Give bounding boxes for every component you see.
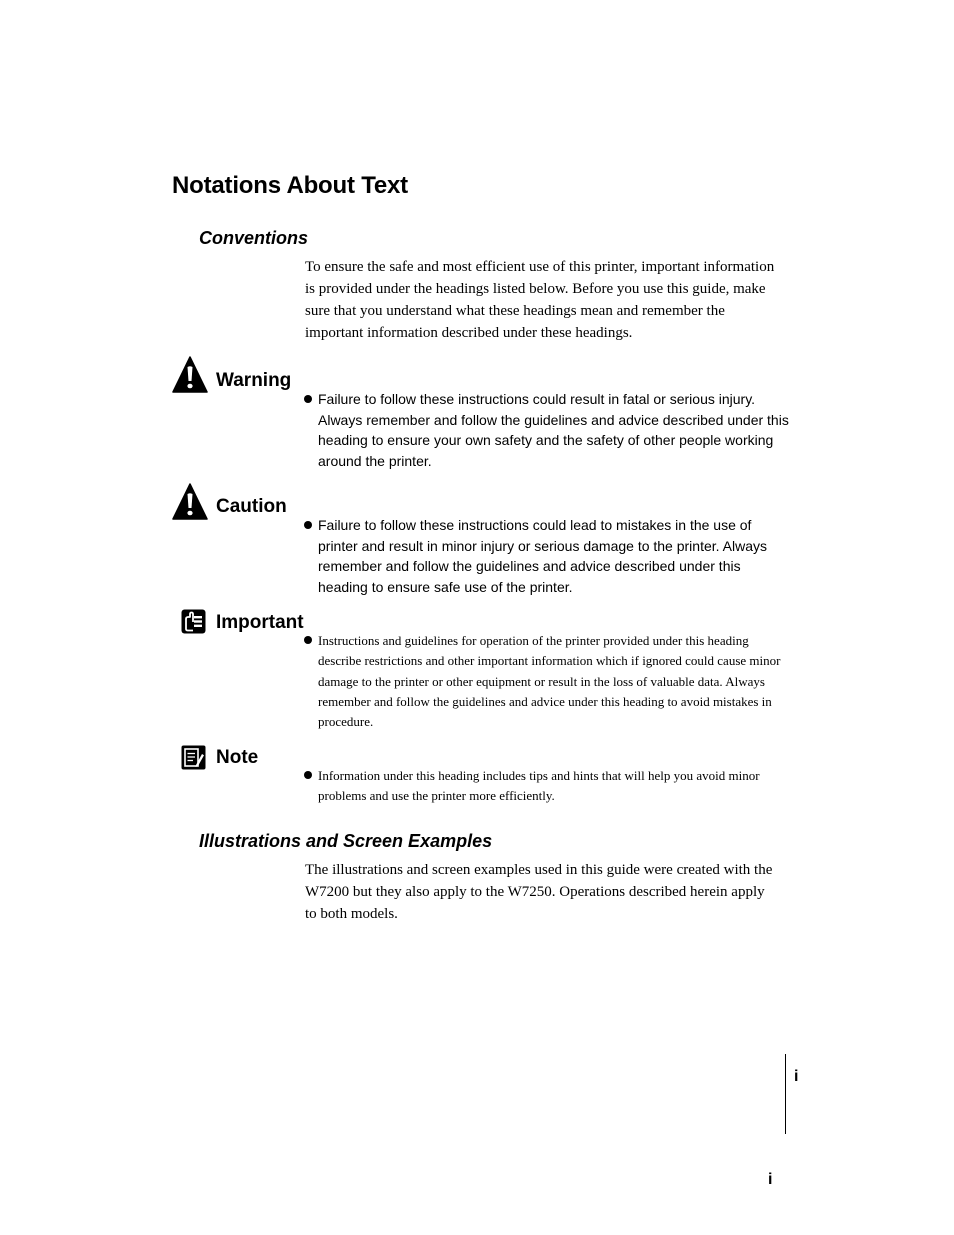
important-heading: Important: [216, 612, 304, 633]
bullet-icon: [304, 636, 312, 644]
margin-rule: [785, 1054, 786, 1134]
caution-heading: Caution: [216, 496, 287, 517]
warning-triangle-icon: [172, 356, 208, 393]
warning-text: Failure to follow these instructions could result in fatal or serious injury. Always remember and follow the guidelines and advice described under this heading to ensure your own safety and the safety of other people working around the printer.: [304, 389, 790, 471]
note-heading: Note: [216, 747, 259, 768]
caution-triangle-icon: [172, 483, 208, 520]
conventions-body: To ensure the safe and most efficient use of this printer, important information is provided under the headings listed below. Before you use this guide, make sure that you understand what these headings mean and remember the important information described under these headings.: [305, 259, 775, 341]
page-title: Notations About Text: [172, 172, 408, 199]
illustrations-body: The illustrations and screen examples used in this guide were created with the W7200 but they also apply to the W7250. Operations described herein apply to both models.: [305, 862, 773, 922]
important-hand-icon: [181, 609, 206, 634]
caution-text: Failure to follow these instructions could lead to mistakes in the use of printer and result in minor injury or serious damage to the printer. Always remember and follow the guidelines and advice described under this heading to ensure safe use of the printer.: [304, 515, 790, 597]
footer-page-number: i: [768, 1171, 773, 1188]
section-title-conventions: Conventions: [199, 228, 309, 248]
bullet-icon: [304, 771, 312, 779]
bullet-icon: [304, 395, 312, 403]
margin-page-number: i: [794, 1068, 799, 1085]
warning-heading: Warning: [216, 370, 292, 391]
note-text: Information under this heading includes tips and hints that will help you avoid minor problems and use the printer more efficiently.: [304, 766, 790, 807]
important-text: Instructions and guidelines for operation of the printer provided under this heading describe restrictions and other important information which if ignored could cause minor damage to the printer or other equipment or result in the loss of valuable data. Always remember and follow the guidelines and advice under this heading to avoid mistakes in procedure.: [304, 631, 790, 732]
section-title-illustrations: Illustrations and Screen Examples: [199, 831, 493, 851]
bullet-icon: [304, 521, 312, 529]
note-memo-icon: [181, 745, 206, 770]
